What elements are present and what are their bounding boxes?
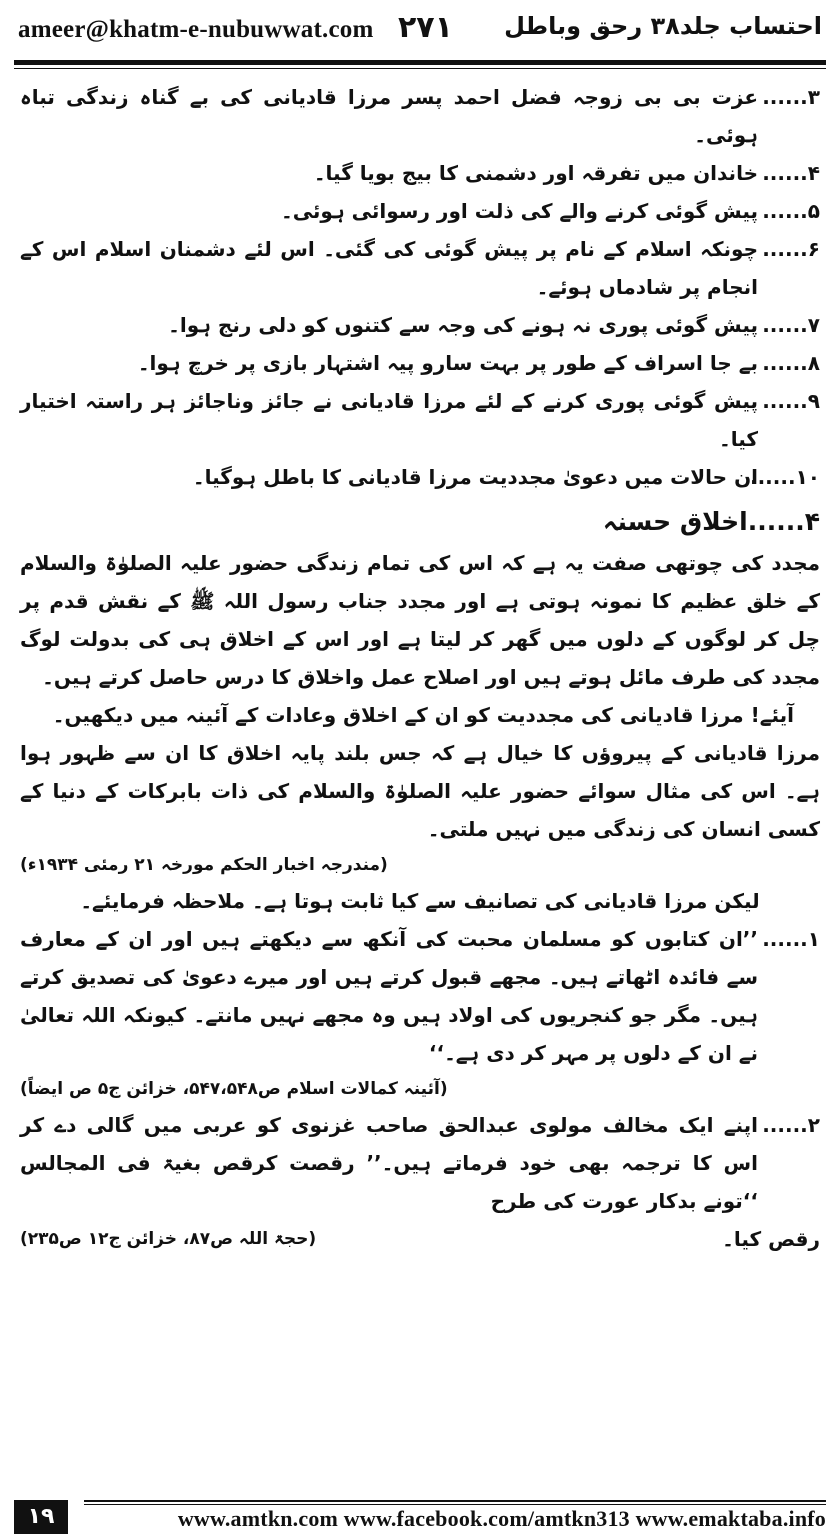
item-text: بے جا اسراف کے طور پر بہت سارو پیہ اشتہار بازی پر خرچ ہوا۔ <box>137 351 758 375</box>
paragraph-invitation: آیئے! مرزا قادیانی کی مجددیت کو ان کے اخلاق وعادات کے آئینہ میں دیکھیں۔ <box>52 703 794 727</box>
list-item <box>20 306 820 344</box>
footer-urls: www.amtkn.com www.facebook.com/amtkn313 www.emaktaba.info <box>177 1506 826 1531</box>
citation-alhakam: (مندرجہ اخبار الحکم مورخہ ۲۱ رمئی ۱۹۳۴ء) <box>20 855 388 875</box>
list-item <box>20 78 820 154</box>
page-body <box>20 78 820 1498</box>
item-number: ۱۰...... <box>749 465 820 489</box>
header-rule-thick <box>14 60 826 65</box>
item-text: پیش گوئی پوری نہ ہونے کی وجہ سے کتنوں کو دلی رنج ہوا۔ <box>168 313 758 337</box>
quote-text: ’’ان کتابوں کو مسلمان محبت کی آنکھ سے دیکھتے ہیں اور ان کے معارف سے فائدہ اٹھاتے ہیں۔ مجھے قبول کرتے ہیں اور میرے دعویٰ کی تصدیق کرتے ہیں۔ مگر جو کنجریوں کی اولاد ہیں وہ مجھے نہیں مانتے۔ کیونکہ اللہ تعالیٰ نے ان کے دلوں پر مہر کر دی ہے۔‘‘ <box>20 927 758 1065</box>
list-item <box>20 192 820 230</box>
quote-number: ۲...... <box>762 1113 820 1137</box>
section-heading: ۴......اخلاق حسنہ <box>602 507 820 536</box>
page-footer <box>0 1496 840 1540</box>
item-number: ۳...... <box>762 85 820 109</box>
citation-hujjatullah: (حجۃ اللہ ص۸۷، خزائن ج۱۲ ص۲۳۵) <box>20 1229 317 1249</box>
quote-item <box>20 1106 820 1220</box>
paragraph-writings-intro: لیکن مرزا قادیانی کی تصانیف سے کیا ثابت ہوتا ہے۔ ملاحظہ فرمایئے۔ <box>80 889 760 913</box>
quote-number: ۱...... <box>762 927 820 951</box>
item-number: ۸...... <box>762 351 820 375</box>
header-running-head: احتساب جلد۳۸ رحق وباطل <box>504 12 822 40</box>
page-header <box>0 0 840 60</box>
item-text: ان حالات میں دعویٰ مجددیت مرزا قادیانی کا باطل ہوگیا۔ <box>192 465 758 489</box>
item-number: ۹...... <box>762 389 820 413</box>
quote-closing-row <box>20 1220 820 1258</box>
list-item <box>20 154 820 192</box>
footer-rule-thin <box>84 1504 826 1505</box>
header-rule-thin <box>14 68 826 69</box>
list-item <box>20 382 820 458</box>
item-text: پیش گوئی پوری کرنے کے لئے مرزا قادیانی نے جائز وناجائز ہر راستہ اختیار کیا۔ <box>20 389 758 451</box>
item-text: عزت بی بی زوجہ فضل احمد پسر مرزا قادیانی کی بے گناہ زندگی تباہ ہوئی۔ <box>20 85 758 147</box>
footer-page-box: ۱۹ <box>14 1500 68 1534</box>
quote-text: اپنے ایک مخالف مولوی عبدالحق صاحب غزنوی کو عربی میں گالی دے کر اس کا ترجمہ بھی خود فرماتے ہیں۔’’ رقصت کرقص بغیۃ فی المجالس ‘‘تونے بدکار عورت کی طرح <box>20 1113 758 1213</box>
paragraph-followers-claim: مرزا قادیانی کے پیروؤں کا خیال ہے کہ جس بلند پایہ اخلاق کا ان سے ظہور ہوا ہے۔ اس کی مثال سوائے حضور علیہ الصلوٰۃ والسلام کی ذات بابرکات کے دنیا کے کسی انسان کی زندگی میں نہیں ملتی۔ <box>20 741 820 841</box>
citation-aina-kamalat: (آئینہ کمالات اسلام ص۵۴۷،۵۴۸، خزائن ج۵ ص ایضاً) <box>20 1079 448 1099</box>
item-number: ۵...... <box>762 199 820 223</box>
item-number: ۶...... <box>762 237 820 261</box>
item-text: خاندان میں تفرقہ اور دشمنی کا بیج بویا گیا۔ <box>313 161 758 185</box>
header-page-number: ۲۷۱ <box>398 10 453 45</box>
quote-item <box>20 920 820 1072</box>
list-item <box>20 458 820 496</box>
paragraph-mujaddid-trait: مجدد کی چوتھی صفت یہ ہے کہ اس کی تمام زندگی حضور علیہ الصلوٰۃ والسلام کے خلق عظیم کا نمونہ ہوتی ہے اور مجدد جناب رسول اللہ ﷺ کے نقش قدم پر چل کر لوگوں کے دلوں میں گھر کر لیتا ہے اور اس کے اخلاق ہی کی بدولت لوگ مجدد کی طرف مائل ہوتے ہیں اور اصلاح عمل واخلاق کا درس حاصل کرتے ہیں۔ <box>20 551 820 689</box>
item-number: ۷...... <box>762 313 820 337</box>
item-text: پیش گوئی کرنے والے کی ذلت اور رسوائی ہوئی۔ <box>280 199 758 223</box>
consequence-list <box>20 78 820 496</box>
footer-rule-thick <box>84 1500 826 1502</box>
list-item <box>20 230 820 306</box>
item-number: ۴...... <box>762 161 820 185</box>
quote-closing-text: رقص کیا۔ <box>722 1227 820 1251</box>
list-item <box>20 344 820 382</box>
header-email: ameer@khatm-e-nubuwwat.com <box>18 16 374 43</box>
item-text: چونکہ اسلام کے نام پر پیش گوئی کی گئی۔ اس لئے دشمنان اسلام اس کے انجام پر شادماں ہوئے۔ <box>20 237 758 299</box>
